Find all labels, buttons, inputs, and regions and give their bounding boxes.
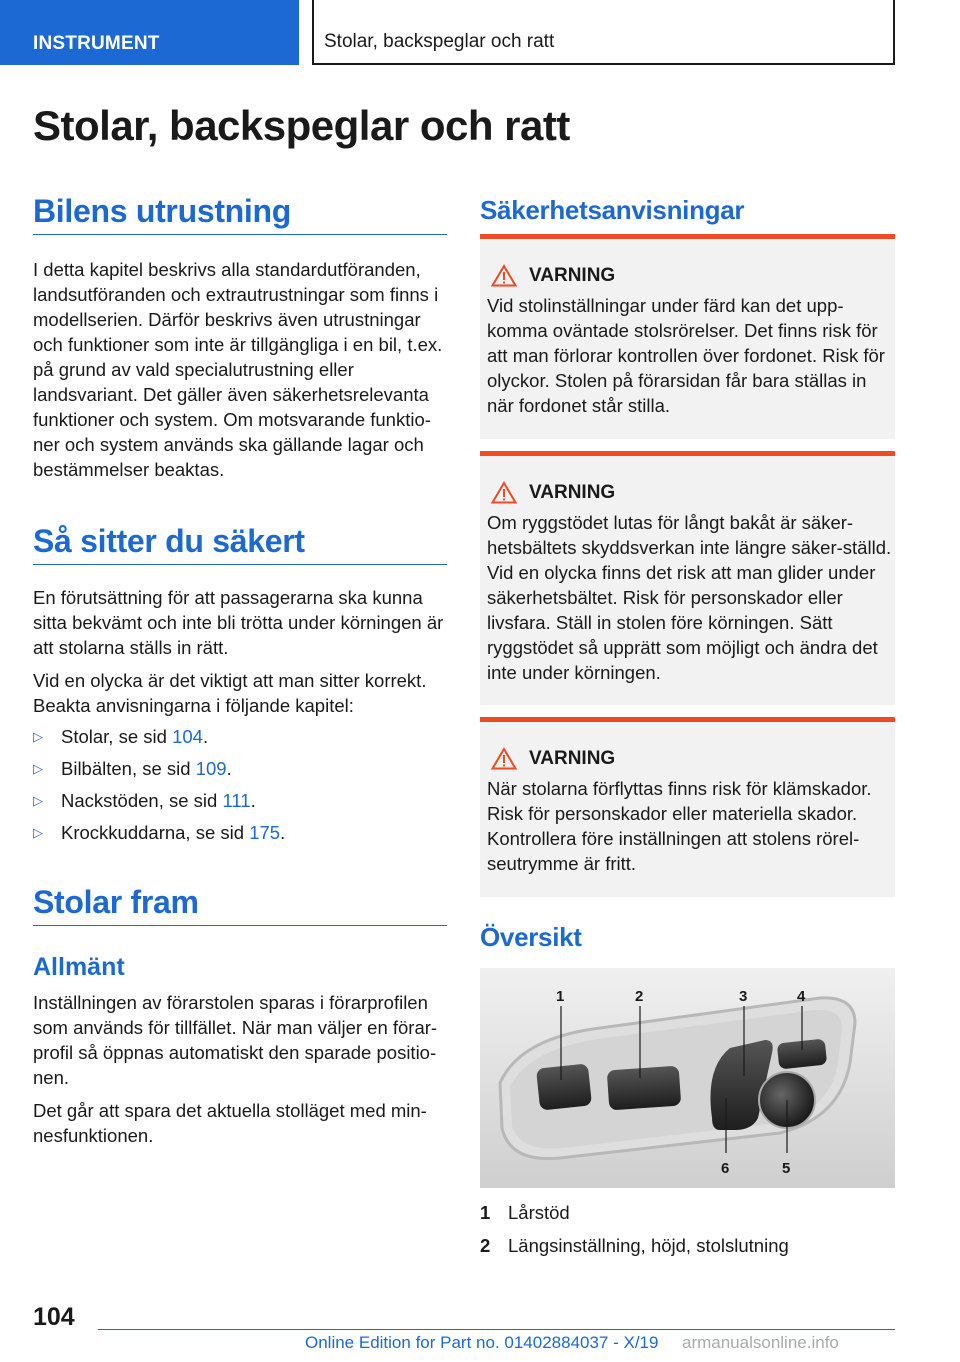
section-header: Stolar, backspeglar och ratt (312, 0, 895, 65)
callout-number: 2 (635, 988, 644, 1005)
heading-rule (33, 564, 447, 565)
page-link[interactable]: 104 (172, 726, 203, 747)
page-number: 104 (33, 1303, 75, 1331)
warning-text: När stolarna förflyttas finns risk för klämskador. Risk för personskador eller materiella skador. Kontrollera före inställningen att stolens rörel‐seutrymme är fritt. (487, 778, 872, 874)
warning-box (480, 234, 895, 439)
page-link[interactable]: 109 (195, 758, 227, 779)
footer-watermark: armanualsonline.info (682, 1333, 839, 1352)
heading-rule (33, 234, 447, 235)
list-item (33, 820, 285, 845)
warning-title: VARNING (491, 481, 615, 504)
footer-edition: Online Edition for Part no. 01402884037 - X/19 (305, 1333, 659, 1352)
heading-bilens-utrustning: Bilens utrustning (33, 193, 292, 229)
heading-sa-sitter-du-sakert: Så sitter du säkert (33, 523, 305, 559)
bullet-triangle-icon: ▷ (33, 793, 43, 808)
page-title: Stolar, backspeglar och ratt (33, 102, 570, 149)
heading-oversikt: Översikt (480, 922, 582, 952)
bullet-triangle-icon: ▷ (33, 761, 43, 776)
callout-number: 1 (556, 988, 565, 1005)
list-item-text: Krockkuddarna, se sid 175. (61, 822, 286, 843)
warning-box (480, 717, 895, 897)
warning-triangle-icon (491, 264, 517, 287)
list-item-text: Nackstöden, se sid 111. (61, 790, 256, 811)
paragraph-equipment: I detta kapitel beskrivs alla standardutföranden, landsutföranden och extrautrustningar som finns i modellserien. Därför beskrivs även utrustningar och funktioner som inte är tillgängliga i en bil, t.ex. på grund av vald specialutrustning eller landsvariant. Det gäller även säkerhetsrelevanta funktioner och system. Om motsvarande funktio‐ner och system används ska gällande lagar och bestämmelser beaktas. (33, 259, 443, 480)
paragraph-memory: Det går att spara det aktuella stolläget med min‐nesfunktionen. (33, 1100, 427, 1146)
subheading-allmant: Allmänt (33, 953, 125, 981)
seat-button-1 (536, 1063, 592, 1110)
callout-number: 6 (721, 1160, 730, 1177)
heading-sakerhetsanvisningar: Säkerhetsanvisningar (480, 195, 745, 225)
heading-rule (33, 925, 447, 926)
paragraph-profile: Inställningen av förarstolen sparas i förarprofilen som används för tillfället. När man väljer en förar‐profil så öppnas automatiskt den sparade positio‐nen. (33, 992, 438, 1088)
callout-number: 3 (739, 988, 748, 1005)
legend-item: 1 Lårstöd (480, 1202, 570, 1223)
bullet-triangle-icon: ▷ (33, 729, 43, 744)
page-link[interactable]: 175 (249, 822, 281, 843)
warning-title: VARNING (491, 264, 615, 287)
warning-box (480, 451, 895, 705)
bullet-triangle-icon: ▷ (33, 825, 43, 840)
list-item-text: Bilbälten, se sid 109. (61, 758, 232, 779)
seat-controls-image (480, 968, 895, 1188)
heading-stolar-fram: Stolar fram (33, 884, 199, 920)
paragraph-accident: Vid en olycka är det viktigt att man sitter korrekt. Beakta anvisningarna i följande kapitel: (33, 670, 427, 716)
paragraph-seating: En förutsättning för att passagerarna ska kunna sitta bekvämt och inte bli trötta under körningen är att stolarna ställs in rätt. (33, 587, 444, 658)
warning-title: VARNING (491, 747, 615, 770)
warning-triangle-icon (491, 481, 517, 504)
callout-number: 5 (782, 1160, 791, 1177)
warning-text: Om ryggstödet lutas för långt bakåt är säker‐hetsbältets skyddsverkan inte längre säker‐ställd. Vid en olycka finns det risk att man glider under säkerhetsbältet. Risk för personskador eller livsfara. Ställ in stolen före körningen. Sätt ryggstödet så upprätt som möjligt och ändra det inte under körningen. (487, 512, 892, 683)
seat-button-2 (607, 1066, 682, 1111)
list-item-text: Stolar, se sid 104. (61, 726, 209, 747)
list-item (33, 724, 208, 749)
chapter-tab: INSTRUMENT (0, 0, 299, 65)
warning-text: Vid stolinställningar under färd kan det upp‐komma oväntade stolsrörelser. Det finns risk för att man förlorar kontrollen över fordonet. Risk för olyckor. Stolen på förarsidan får bara ställas in när fordonet står stilla. (487, 295, 885, 416)
list-item (33, 788, 256, 813)
callout-number: 4 (797, 988, 806, 1005)
footer-rule (98, 1329, 895, 1330)
warning-triangle-icon (491, 747, 517, 770)
legend-item: 2 Längsinställning, höjd, stolslutning (480, 1235, 789, 1256)
page-link[interactable]: 111 (222, 790, 251, 811)
list-item (33, 756, 232, 781)
